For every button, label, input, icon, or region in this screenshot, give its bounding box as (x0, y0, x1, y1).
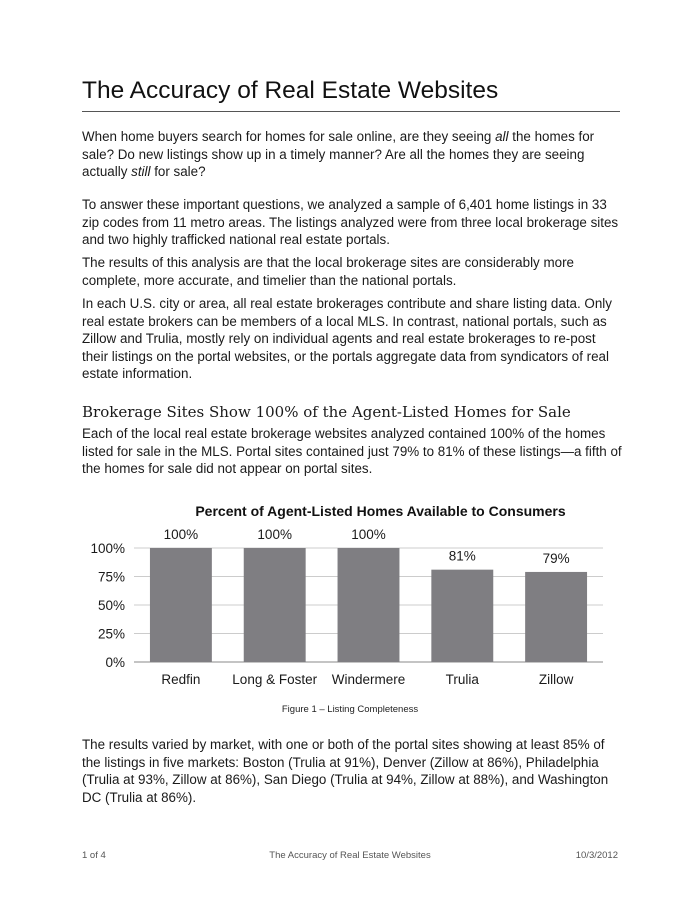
bar (244, 548, 306, 662)
y-tick-label: 25% (97, 626, 125, 642)
section-paragraph: Each of the local real estate brokerage websites analyzed contained 100% of the homes listed for sale in the MLS. Portal sites contained just 79% to 81% of these listings—a fifth of the homes for sale did not appear on portal sites. (82, 426, 622, 476)
footer-title: The Accuracy of Real Estate Websites (269, 850, 431, 861)
y-tick-label: 75% (97, 569, 125, 585)
y-tick-label: 100% (90, 541, 125, 556)
intro-paragraph-2: To answer these important questions, we analyzed a sample of 6,401 home listings in 33 zip codes from 11 metro areas. The listings analyzed were from three local brokerage sites and two highly trafficked national real estate portals. (82, 197, 619, 247)
category-label: Redfin (161, 672, 201, 687)
document-title: The Accuracy of Real Estate Websites (82, 77, 499, 104)
figure-caption: Figure 1 – Listing Completeness (281, 704, 419, 715)
bar (338, 548, 400, 662)
bar-chart (0, 495, 700, 725)
title-underline (82, 111, 620, 112)
intro-paragraph-1 (82, 128, 622, 181)
data-label: 100% (163, 527, 199, 542)
category-label: Trulia (445, 672, 479, 687)
category-label: Windermere (331, 672, 406, 687)
data-label: 100% (351, 527, 386, 542)
y-tick-label: 0% (105, 655, 125, 670)
category-label: Long & Foster (232, 672, 318, 687)
bar (150, 548, 212, 662)
section-heading: Brokerage Sites Show 100% of the Agent-Listed Homes for Sale (82, 403, 571, 421)
intro-p1-seg-4: for sale? (150, 164, 206, 179)
intro-paragraph-3: The results of this analysis are that the local brokerage sites are considerably more complete, more accurate, and timelier than the national portals. (82, 255, 574, 288)
footer-date: 10/3/2012 (575, 850, 618, 861)
intro-p1-seg-1: all (495, 129, 509, 144)
category-label: Zillow (538, 672, 574, 687)
bar (431, 570, 493, 662)
intro-paragraph-4: In each U.S. city or area, all real estate brokerages contribute and share listing data. Only real estate brokers can be members of a local MLS. In contrast, national portals, such as Zillow and Trulia, mostly rely on individual agents and real estate brokerages to re-post their listings on the portal websites, or the portals aggregate data from syndicators of real estate information. (82, 296, 612, 381)
chart-title: Percent of Agent-Listed Homes Available to Consumers (195, 503, 566, 519)
data-label: 100% (257, 527, 292, 542)
intro-p1-seg-2: the homes for sale? Do new listings show up in a timely manner? Are all the homes they are seeing actually (82, 129, 595, 179)
intro-p1-seg-0: When home buyers search for homes for sale online, are they seeing (82, 129, 496, 144)
data-label: 81% (448, 548, 476, 564)
y-tick-label: 50% (97, 598, 125, 613)
footer-page-number: 1 of 4 (82, 850, 106, 861)
bar (525, 572, 587, 662)
intro-p1-seg-3: still (131, 164, 151, 179)
closing-paragraph: The results varied by market, with one or both of the portal sites showing at least 85% of the listings in five markets: Boston (Trulia at 91%), Denver (Zillow at 86%), Philadelphia (Trulia at 93%, Zillow at 86%), San Diego (Trulia at 94%, Zillow at 88%), and Washington DC (Trulia at 86%). (82, 737, 609, 805)
chart-canvas (0, 495, 700, 700)
data-label: 79% (542, 550, 570, 566)
